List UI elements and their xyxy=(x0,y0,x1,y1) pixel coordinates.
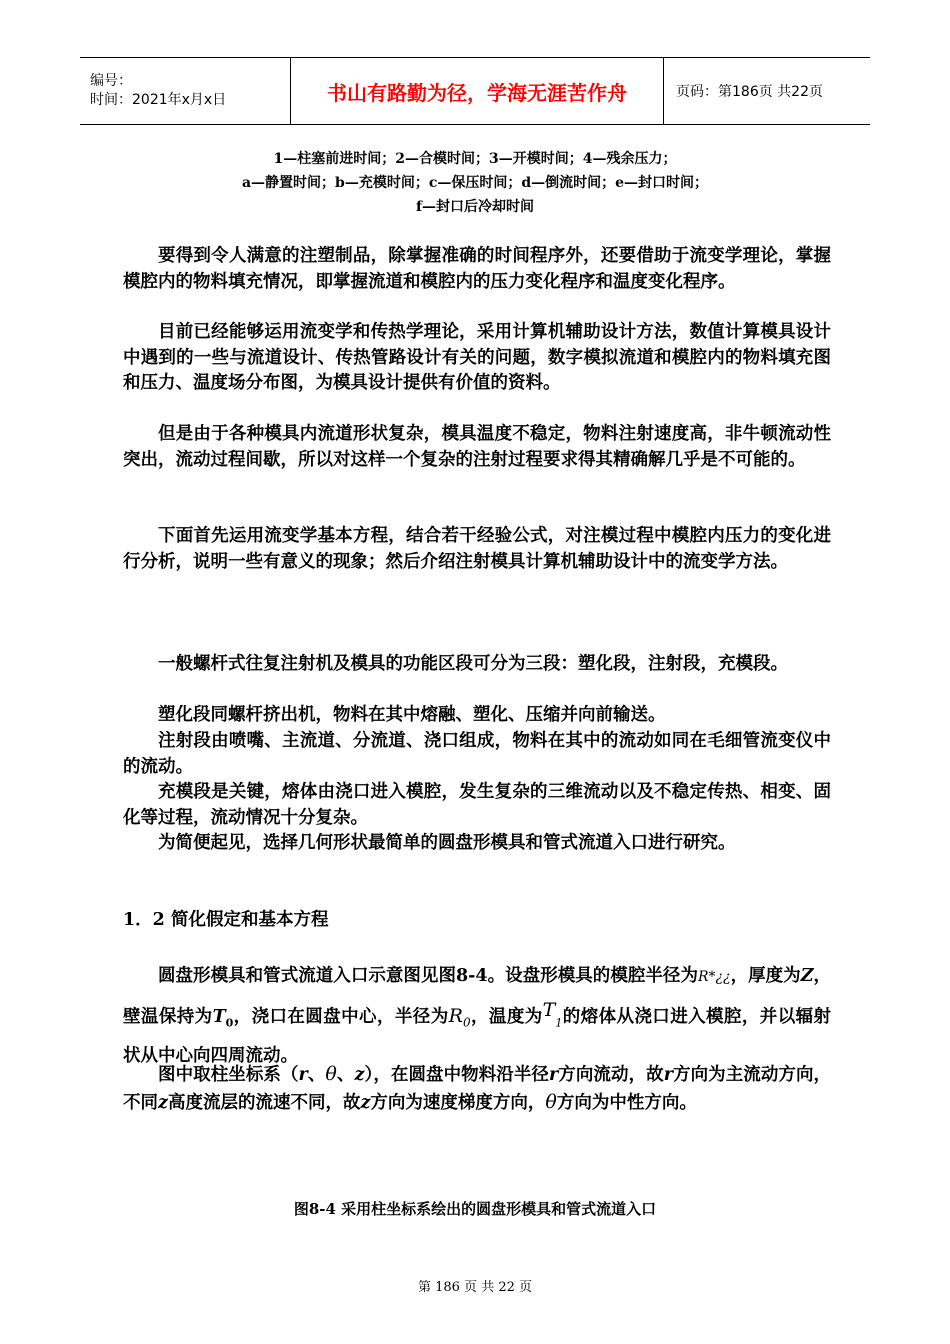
symbol-T0: T xyxy=(212,1007,226,1027)
paragraph-6: 塑化段同螺杆挤出机，物料在其中熔融、塑化、压缩并向前输送。 xyxy=(158,705,666,725)
paragraph-10: 圆盘形模具和管式流道入口示意图见图8-4。设盘形模具的模腔半径为R*¿¿，厚度为Z，壁温保持为$T_0$，浇口在圆盘中心，半径为$R_0$，温度为$T_1$的熔体从浇口进入模腔，并以辐射状从中心向四周流动。 xyxy=(123,966,832,1066)
symbol-T1: T xyxy=(542,999,556,1021)
header-page-info: 页码：第186页 共22页 xyxy=(664,58,871,125)
number-label: 编号： xyxy=(90,73,132,89)
figure-caption: 图8-4 采用柱坐标系绘出的圆盘形模具和管式流道入口 xyxy=(293,1200,657,1218)
paragraph-1: 要得到令人满意的注塑制品，除掌握准确的时间程序外，还要借助于流变学理论，掌握模腔内的物料填充情况，即掌握流道和模腔内的压力变化程序和温度变化程序。 xyxy=(123,246,831,292)
caption-line-1: 1—柱塞前进时间；2—合模时间；3—开模时间；4—残余压力； xyxy=(273,151,677,167)
header-motto: 书山有路勤为径，学海无涯苦作舟 xyxy=(291,58,664,125)
header-meta xyxy=(80,58,291,125)
time-label: 时间：2021年x月x日 xyxy=(90,92,227,108)
paragraph-3: 但是由于各种模具内流道形状复杂，模具温度不稳定，物料注射速度高，非牛顿流动性突出，流动过程间歇，所以对这样一个复杂的注射过程要求得其精确解几乎是不可能的。 xyxy=(123,424,831,470)
paragraph-11: 图中取柱坐标系（r、θ、z），在圆盘中物料沿半径r方向流动，故r方向为主流动方向，不同z高度流层的流速不同，故z方向为速度梯度方向，θ方向为中性方向。 xyxy=(123,1063,832,1113)
symbol-Z: Z xyxy=(800,966,814,986)
section-heading: 1．2 简化假定和基本方程 xyxy=(123,910,329,930)
paragraph-5: 一般螺杆式往复注射机及模具的功能区段可分为三段：塑化段，注射段，充模段。 xyxy=(158,654,788,674)
symbol-theta: θ xyxy=(325,1063,337,1085)
symbol-R: R*¿¿ xyxy=(697,969,731,985)
paragraph-8: 充模段是关键，熔体由浇口进入模腔，发生复杂的三维流动以及不稳定传热、相变、固化等过程，流动情况十分复杂。 xyxy=(123,782,831,828)
paragraph-4: 下面首先运用流变学基本方程，结合若干经验公式，对注模过程中模腔内压力的变化进行分析，说明一些有意义的现象；然后介绍注射模具计算机辅助设计中的流变学方法。 xyxy=(123,526,831,572)
paragraph-2: 目前已经能够运用流变学和传热学理论，采用计算机辅助设计方法，数值计算模具设计中遇到的一些与流道设计、传热管路设计有关的问题，数字模拟流道和模腔内的物料填充图和压力、温度场分布图，为模具设计提供有价值的资料。 xyxy=(123,322,831,393)
caption-line-3: f—封口后冷却时间 xyxy=(415,199,535,215)
paragraph-7: 注射段由喷嘴、主流道、分流道、浇口组成，物料在其中的流动如同在毛细管流变仪中的流动。 xyxy=(123,731,831,777)
symbol-R0: R xyxy=(448,1005,463,1027)
header-table xyxy=(80,57,870,125)
paragraph-9: 为简便起见，选择几何形状最简单的圆盘形模具和管式流道入口进行研究。 xyxy=(158,833,736,853)
page-footer: 第 186 页 共 22 页 xyxy=(417,1280,533,1295)
symbol-theta-2: θ xyxy=(545,1091,557,1113)
caption-line-2: a—静置时间；b—充模时间；c—保压时间；d—倒流时间；e—封口时间； xyxy=(241,175,709,191)
